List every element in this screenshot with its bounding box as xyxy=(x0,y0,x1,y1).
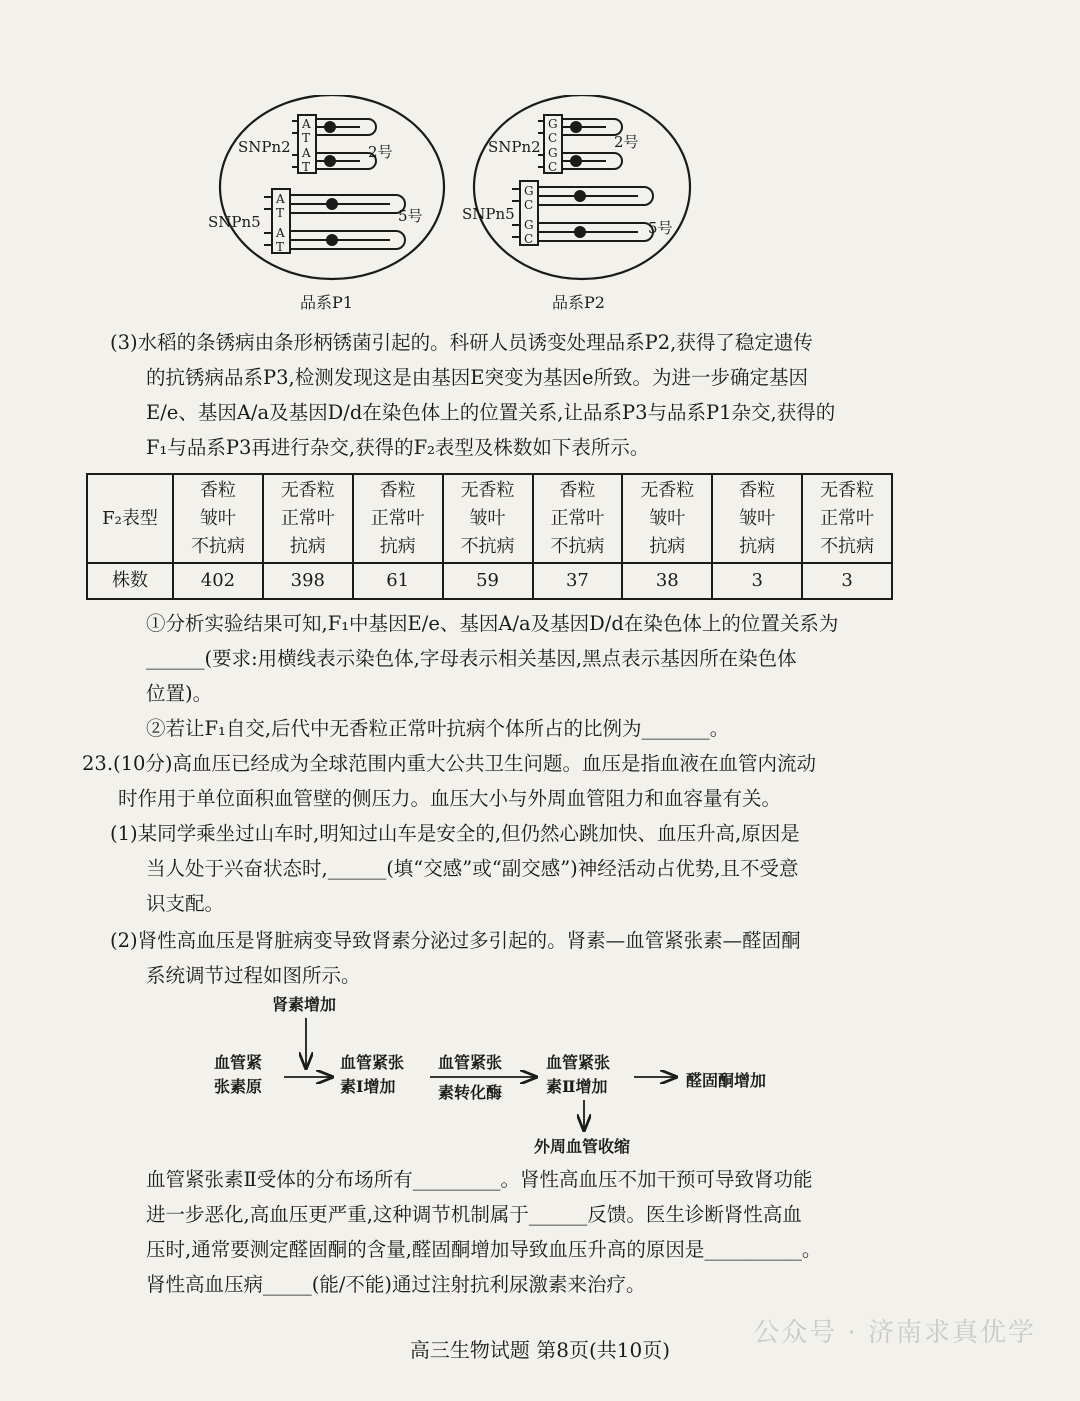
page-footer: 高三生物试题 第8页(共10页) xyxy=(409,1338,671,1362)
count-cell: 37 xyxy=(533,563,623,599)
phenotype-cell: 香粒 正常叶 抗病 xyxy=(353,474,443,563)
p2-caption: 品系P2 xyxy=(552,293,605,312)
q23-stem-line-1: 23.(10分)高血压已经成为全球范围内重大公共卫生问题。血压是指血液在血管内流动 xyxy=(82,752,817,775)
flow-ang1-l2: 素Ⅰ增加 xyxy=(340,1077,396,1096)
flow-vasoconstriction: 外周血管收缩 xyxy=(534,1137,631,1156)
p2-base-bottom-3: C xyxy=(524,232,534,246)
flow-ang2-l2: 素Ⅱ增加 xyxy=(546,1077,608,1096)
p1-base-top-3: T xyxy=(302,160,311,174)
p2-snp-top-label: SNPn2 xyxy=(488,138,541,156)
phenotype-cell: 香粒 正常叶 不抗病 xyxy=(533,474,623,563)
count-cell: 398 xyxy=(263,563,353,599)
p1-base-bottom-2: A xyxy=(276,226,285,240)
p1-base-top-1: T xyxy=(302,131,311,145)
p2-base-bottom-0: G xyxy=(524,184,534,198)
p2-base-bottom-1: C xyxy=(524,198,534,212)
phenotype-cell: 无香粒 皱叶 抗病 xyxy=(622,474,712,563)
q23-1-line-2: 当人处于兴奋状态时,______(填“交感”或“副交感”)神经活动占优势,且不受意 xyxy=(146,857,799,880)
q22-3-line-4: F₁与品系P3再进行杂交,获得的F₂表型及株数如下表所示。 xyxy=(146,436,650,459)
count-cell: 61 xyxy=(353,563,443,599)
q22-sub1-line-2: ______(要求:用横线表示染色体,字母表示相关基因,黑点表示基因所在染色体 xyxy=(146,647,797,670)
phenotype-cell: 无香粒 皱叶 不抗病 xyxy=(443,474,533,563)
q23-1-line-3: 识支配。 xyxy=(146,892,225,915)
p2-base-top-3: C xyxy=(548,160,558,174)
q22-sub2: ②若让F₁自交,后代中无香粒正常叶抗病个体所占的比例为_______。 xyxy=(146,717,730,740)
q23-2-after-line-4: 肾性高血压病_____(能/不能)通过注射抗利尿激素来治疗。 xyxy=(146,1273,646,1296)
flow-ace-l1: 血管紧张 xyxy=(438,1053,503,1072)
flow-ang1-l1: 血管紧张 xyxy=(340,1053,405,1072)
raas-flow-diagram xyxy=(200,990,800,1160)
phenotype-cell: 无香粒 正常叶 不抗病 xyxy=(802,474,892,563)
p2-base-top-0: G xyxy=(548,117,558,131)
phenotype-cell: 香粒 皱叶 不抗病 xyxy=(173,474,263,563)
flow-renin: 肾素增加 xyxy=(272,995,337,1014)
q23-2-after-line-1: 血管紧张素Ⅱ受体的分布场所有_________。肾性高血压不加干预可导致肾功能 xyxy=(146,1168,813,1191)
count-cell: 402 xyxy=(173,563,263,599)
chromosome-figure xyxy=(200,95,720,315)
f2-phenotype-table xyxy=(86,473,893,600)
p1-base-bottom-0: A xyxy=(276,192,285,206)
p1-base-top-0: A xyxy=(302,117,311,131)
p2-chr-top-label: 2号 xyxy=(614,133,639,151)
q23-2-line-2: 系统调节过程如图所示。 xyxy=(146,964,361,987)
q23-1-line-1: (1)某同学乘坐过山车时,明知过山车是安全的,但仍然心跳加快、血压升高,原因是 xyxy=(110,822,800,845)
p1-snp-top-label: SNPn2 xyxy=(238,138,291,156)
q22-3-line-1: (3)水稻的条锈病由条形柄锈菌引起的。科研人员诱变处理品系P2,获得了稳定遗传 xyxy=(110,331,813,354)
p1-base-bottom-1: T xyxy=(276,206,285,220)
flow-ace-l2: 素转化酶 xyxy=(438,1083,503,1102)
q23-2-after-line-3: 压时,通常要测定醛固酮的含量,醛固酮增加导致血压升高的原因是__________。 xyxy=(146,1238,822,1261)
table-row-count xyxy=(87,563,892,599)
q23-2-after-line-2: 进一步恶化,高血压更严重,这种调节机制属于______反馈。医生诊断肾性高血 xyxy=(146,1203,802,1226)
p2-chr-bottom-label: 5号 xyxy=(648,219,673,237)
p2-base-bottom-2: G xyxy=(524,218,534,232)
q22-3-line-2: 的抗锈病品系P3,检测发现这是由基因E突变为基因e所致。为进一步确定基因 xyxy=(146,366,809,389)
p2-base-top-2: G xyxy=(548,146,558,160)
p1-snp-bottom-label: SNPn5 xyxy=(208,213,261,231)
phenotype-cell: 香粒 皱叶 抗病 xyxy=(712,474,802,563)
q23-2-line-1: (2)肾性高血压是肾脏病变导致肾素分泌过多引起的。肾素—血管紧张素—醛固酮 xyxy=(110,929,801,952)
row-header-count: 株数 xyxy=(87,563,173,599)
count-cell: 3 xyxy=(712,563,802,599)
q22-sub1-line-3: 位置)。 xyxy=(146,682,213,705)
flow-ang2-l1: 血管紧张 xyxy=(546,1053,611,1072)
watermark: 公众号 · 济南求真优学 xyxy=(753,1318,1036,1348)
p1-base-bottom-3: T xyxy=(276,240,285,254)
count-cell: 38 xyxy=(622,563,712,599)
q22-sub1-line-1: ①分析实验结果可知,F₁中基因E/e、基因A/a及基因D/d在染色体上的位置关系为 xyxy=(146,612,839,635)
p2-snp-bottom-label: SNPn5 xyxy=(462,205,515,223)
p1-chr-bottom-label: 5号 xyxy=(398,207,423,225)
phenotype-cell: 无香粒 正常叶 抗病 xyxy=(263,474,353,563)
p1-chr-top-label: 2号 xyxy=(368,143,393,161)
count-cell: 59 xyxy=(443,563,533,599)
flow-aldosterone: 醛固酮增加 xyxy=(686,1071,767,1090)
flow-angiotensinogen-l1: 血管紧 xyxy=(214,1053,263,1072)
q22-3-line-3: E/e、基因A/a及基因D/d在染色体上的位置关系,让品系P3与品系P1杂交,获得的 xyxy=(146,401,836,424)
count-cell: 3 xyxy=(802,563,892,599)
p2-base-top-1: C xyxy=(548,131,558,145)
p1-base-top-2: A xyxy=(302,146,311,160)
q23-stem-line-2: 时作用于单位面积血管壁的侧压力。血压大小与外周血管阻力和血容量有关。 xyxy=(118,787,782,810)
flow-angiotensinogen-l2: 张素原 xyxy=(214,1077,263,1096)
p1-caption: 品系P1 xyxy=(300,293,353,312)
table-row-phenotype xyxy=(87,474,892,563)
row-header-phenotype: F₂表型 xyxy=(87,474,173,563)
